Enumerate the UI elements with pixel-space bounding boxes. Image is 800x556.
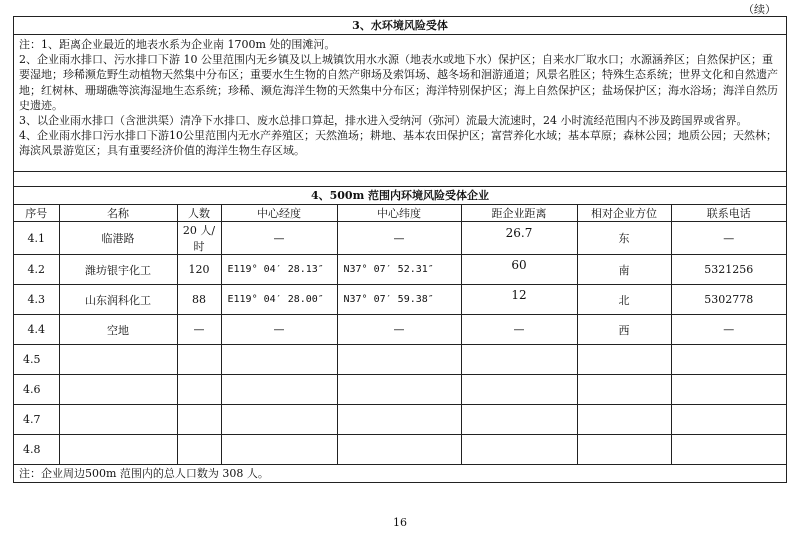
cell-direction <box>577 405 671 435</box>
cell-no: 4.1 <box>14 222 59 255</box>
cell-phone: 5302778 <box>671 285 786 315</box>
col-header-no: 序号 <box>14 205 59 222</box>
cell-lon <box>221 375 337 405</box>
cell-name: 空地 <box>59 315 177 345</box>
note-2: 2、企业雨水排口、污水排口下游 10 公里范围内无乡镇及以上城镇饮用水水源（地表水或地下水）保护区；自来水厂取水口；水源涵养区；自然保护区；重要湿地；珍稀濒危野生动植物天然集中分布区；重要水生生物的自然产卵场及索饵场、越冬场和洄游通道；风景名胜区；特殊生态系统；世界文化和自然遗产地；红树林、珊瑚礁等滨海湿地生态系统；珍稀、濒危海洋生物的天然集中分布区；海洋特别保护区；海上自然保护区；盐场保护区；海水浴场；海洋自然历史遗迹。 <box>19 53 778 112</box>
cell-lon <box>221 435 337 465</box>
col-header-name: 名称 <box>59 205 177 222</box>
cell-lat <box>337 345 461 375</box>
table-row <box>14 255 786 285</box>
cell-lat <box>337 405 461 435</box>
cell-no: 4.4 <box>14 315 59 345</box>
cell-lon <box>221 345 337 375</box>
cell-phone <box>671 375 786 405</box>
cell-people <box>177 435 221 465</box>
cell-people <box>177 405 221 435</box>
note-4: 4、企业雨水排口污水排口下游10公里范围内无水产养殖区；天然渔场；耕地、基本农田保护区；富营养化水域；基本草原；森林公园；地质公园；天然林；海滨风景游览区；具有重要经济价值的海洋生物生存区域。 <box>19 129 777 158</box>
col-header-lat: 中心纬度 <box>337 205 461 222</box>
cell-direction <box>577 375 671 405</box>
col-header-direction: 相对企业方位 <box>577 205 671 222</box>
enterprise-table <box>14 205 786 465</box>
cell-lon: — <box>221 315 337 345</box>
cell-distance: — <box>461 315 577 345</box>
cell-lat: — <box>337 315 461 345</box>
cell-phone: — <box>671 222 786 255</box>
cell-direction: 西 <box>577 315 671 345</box>
risk-receptor-table <box>13 16 787 483</box>
table-row <box>14 285 786 315</box>
cell-name <box>59 345 177 375</box>
cell-phone <box>671 405 786 435</box>
cell-direction <box>577 345 671 375</box>
cell-distance <box>461 255 577 285</box>
cell-lat: N37° 07′ 59.38″ <box>337 285 461 315</box>
distance-value: 12 <box>511 287 527 302</box>
cell-lat: N37° 07′ 52.31″ <box>337 255 461 285</box>
cell-no: 4.3 <box>14 285 59 315</box>
cell-name <box>59 375 177 405</box>
cell-no: 4.6 <box>14 375 59 405</box>
cell-people <box>177 345 221 375</box>
table-row <box>14 375 786 405</box>
table-row <box>14 222 786 255</box>
cell-people: 20 人/时 <box>177 222 221 255</box>
table-row <box>14 345 786 375</box>
cell-name: 潍坊银宇化工 <box>59 255 177 285</box>
cell-phone <box>671 435 786 465</box>
cell-distance <box>461 222 577 255</box>
section4-title: 4、500m 范围内环境风险受体企业 <box>14 187 786 205</box>
cell-distance <box>461 285 577 315</box>
cell-lon: — <box>221 222 337 255</box>
cell-name <box>59 435 177 465</box>
col-header-people: 人数 <box>177 205 221 222</box>
cell-direction: 东 <box>577 222 671 255</box>
cell-no: 4.7 <box>14 405 59 435</box>
cell-name <box>59 405 177 435</box>
cell-no: 4.8 <box>14 435 59 465</box>
cell-lat: — <box>337 222 461 255</box>
section3-title: 3、水环境风险受体 <box>14 17 786 35</box>
cell-name: 山东润科化工 <box>59 285 177 315</box>
cell-people <box>177 375 221 405</box>
table-header-row <box>14 205 786 222</box>
cell-direction: 北 <box>577 285 671 315</box>
cell-phone: — <box>671 315 786 345</box>
col-header-phone: 联系电话 <box>671 205 786 222</box>
cell-phone <box>671 345 786 375</box>
section3-notes <box>14 35 786 172</box>
cell-people: 120 <box>177 255 221 285</box>
note-1: 注：1、距离企业最近的地表水系为企业南 1700m 处的围滩河。 <box>19 38 336 51</box>
population-note: 注：企业周边500m 范围内的总人口数为 308 人。 <box>19 467 269 480</box>
cell-no: 4.2 <box>14 255 59 285</box>
cell-people: 88 <box>177 285 221 315</box>
cell-no: 4.5 <box>14 345 59 375</box>
cell-lon: E119° 04′ 28.00″ <box>221 285 337 315</box>
cell-direction <box>577 435 671 465</box>
continued-label: （续） <box>743 3 776 16</box>
cell-distance <box>461 405 577 435</box>
cell-lat <box>337 375 461 405</box>
col-header-lon: 中心经度 <box>221 205 337 222</box>
cell-lon <box>221 405 337 435</box>
cell-distance <box>461 435 577 465</box>
blank-row <box>14 172 786 187</box>
cell-direction: 南 <box>577 255 671 285</box>
cell-distance <box>461 345 577 375</box>
table-row <box>14 435 786 465</box>
cell-phone: 5321256 <box>671 255 786 285</box>
note-3: 3、以企业雨水排口（含泄洪渠）清净下水排口、废水总排口算起，排水进入受纳河（弥河）流最大流速时，24 小时流经范围内不涉及跨国界或省界。 <box>19 114 748 128</box>
page-number: 16 <box>393 516 407 529</box>
cell-people: — <box>177 315 221 345</box>
cell-lat <box>337 435 461 465</box>
col-header-distance: 距企业距离 <box>461 205 577 222</box>
cell-name: 临港路 <box>59 222 177 255</box>
table-row <box>14 315 786 345</box>
cell-lon: E119° 04′ 28.13″ <box>221 255 337 285</box>
distance-value: 26.7 <box>505 226 533 240</box>
cell-distance <box>461 375 577 405</box>
distance-value: 60 <box>511 257 527 272</box>
table-row <box>14 405 786 435</box>
